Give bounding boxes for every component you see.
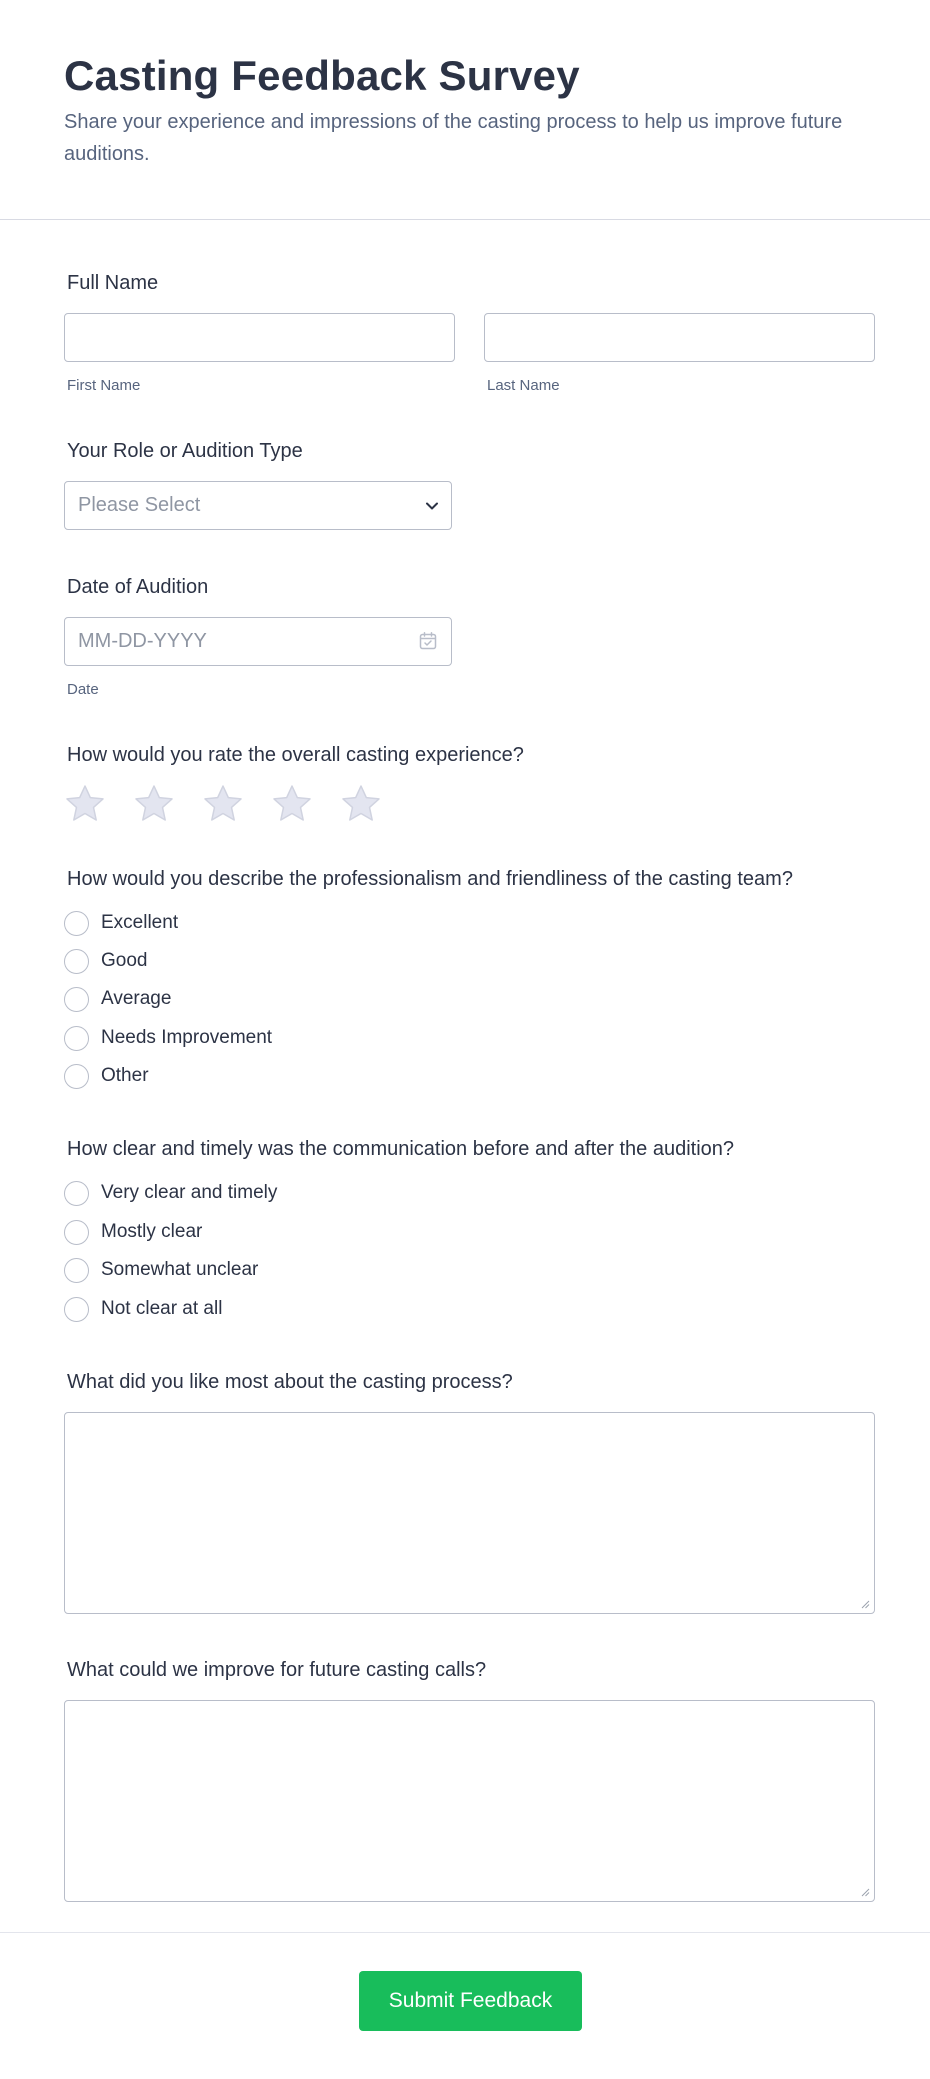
rating-question: How would you rate the overall casting experience? [67,744,524,766]
role-select[interactable] [64,481,452,530]
form-header [0,0,930,220]
professionalism-question: How would you describe the professionalism and friendliness of the casting team? [67,868,793,890]
radio-option[interactable] [64,1217,202,1247]
radio-label: Excellent [101,912,179,933]
form-footer [0,1932,930,2079]
radio-label: Mostly clear [101,1221,203,1242]
radio-option[interactable] [64,1023,272,1053]
radio-label: Other [101,1065,149,1086]
radio-option[interactable] [64,1061,149,1091]
date-label: Date of Audition [67,576,209,598]
radio-option[interactable] [64,1178,277,1208]
resize-handle-icon[interactable] [860,1887,870,1897]
radio-button[interactable] [64,1297,89,1322]
last-name-sublabel: Last Name [487,377,560,394]
resize-handle-icon[interactable] [860,1599,870,1609]
radio-option[interactable] [64,908,178,938]
star-icon[interactable] [64,783,106,825]
radio-option[interactable] [64,1255,258,1285]
liked-most-textarea[interactable] [64,1412,875,1614]
radio-option[interactable] [64,1294,222,1324]
chevron-down-icon [425,499,439,513]
radio-option[interactable] [64,946,147,976]
last-name-field[interactable] [484,313,875,362]
submit-button[interactable]: Submit Feedback [359,1971,582,2031]
improve-textarea[interactable] [64,1700,875,1902]
first-name-sublabel: First Name [67,377,141,394]
star-icon[interactable] [271,783,313,825]
role-select-placeholder: Please Select [78,494,201,516]
radio-button[interactable] [64,1181,89,1206]
radio-button[interactable] [64,987,89,1012]
radio-label: Average [101,988,172,1009]
radio-label: Somewhat unclear [101,1259,259,1280]
star-icon[interactable] [340,783,382,825]
date-field-placeholder: MM-DD-YYYY [78,630,207,652]
date-field[interactable] [64,617,452,666]
improve-question: What could we improve for future casting calls? [67,1659,487,1681]
first-name-field[interactable] [64,313,455,362]
radio-button[interactable] [64,911,89,936]
radio-label: Not clear at all [101,1298,223,1319]
radio-button[interactable] [64,1064,89,1089]
full-name-label: Full Name [67,272,159,294]
radio-button[interactable] [64,1258,89,1283]
role-label: Your Role or Audition Type [67,440,303,462]
star-icon[interactable] [133,783,175,825]
liked-most-question: What did you like most about the casting process? [67,1371,513,1393]
star-icon[interactable] [202,783,244,825]
radio-button[interactable] [64,1220,89,1245]
radio-label: Needs Improvement [101,1027,273,1048]
radio-label: Very clear and timely [101,1182,278,1203]
page-title: Casting Feedback Survey [64,52,580,99]
page-subtitle: Share your experience and impressions of the casting process to help us improve future auditions. [64,111,843,165]
radio-button[interactable] [64,1026,89,1051]
radio-label: Good [101,950,148,971]
calendar-icon[interactable] [418,631,438,651]
communication-question: How clear and timely was the communication before and after the audition? [67,1138,735,1160]
radio-option[interactable] [64,984,171,1014]
radio-button[interactable] [64,949,89,974]
date-sublabel: Date [67,681,99,698]
